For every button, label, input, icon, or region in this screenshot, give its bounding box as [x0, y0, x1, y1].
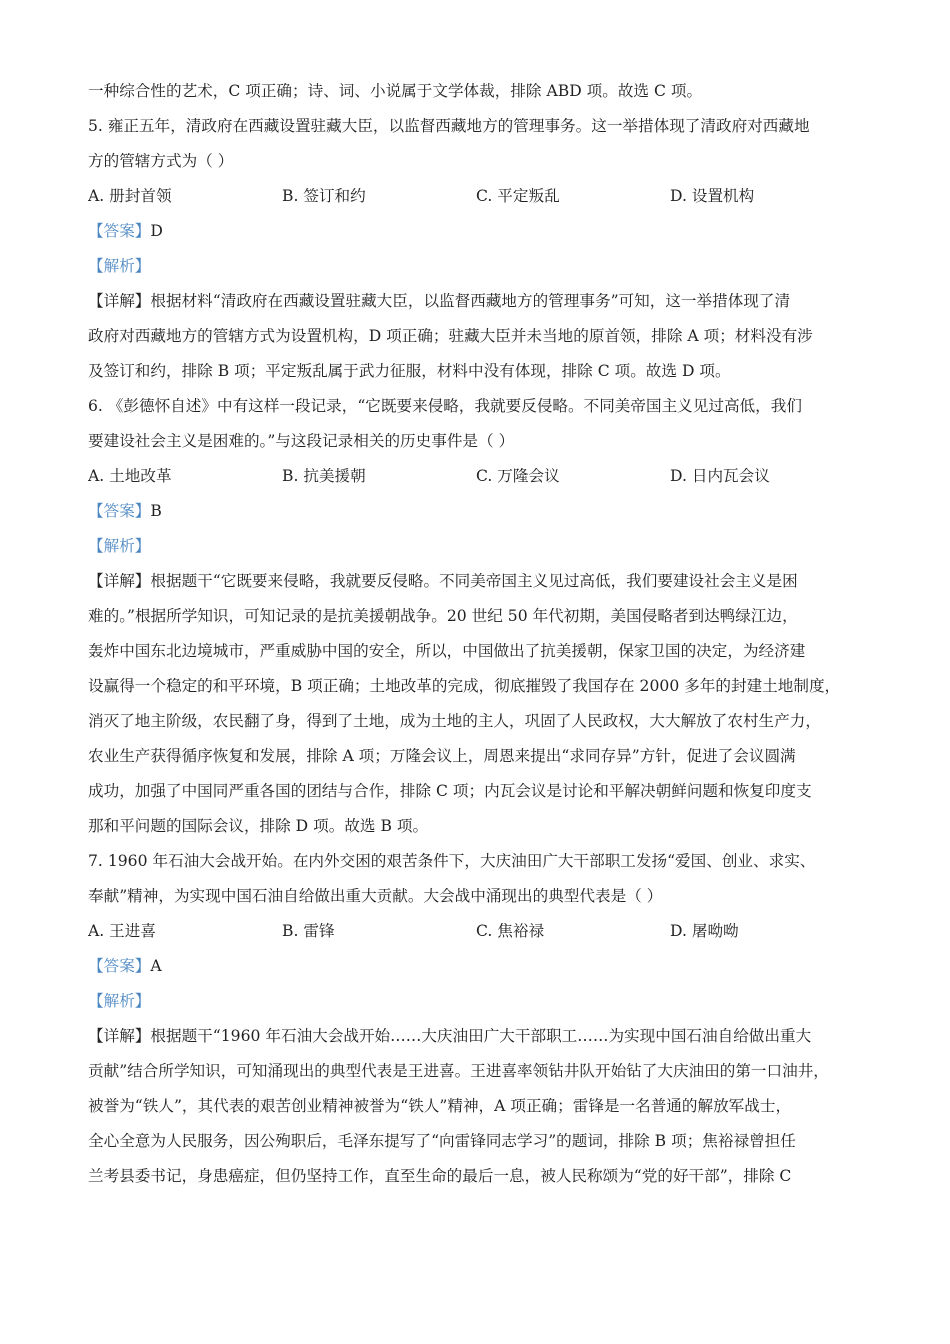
q7-analysis	[88, 984, 872, 1019]
q7-detail-line-2: 贡献”结合所学知识，可知涌现出的典型代表是王进喜。王进喜率领钻井队开始钻了大庆油田的第一口油井，	[88, 1062, 829, 1080]
q5-option-c: C. 平定叛乱	[476, 187, 560, 205]
analysis-tag: 【解析】	[88, 257, 151, 275]
q5-answer	[88, 214, 872, 249]
q7-detail-line-3: 被誉为“铁人”，其代表的艰苦创业精神被誉为“铁人”精神，A 项正确；雷锋是一名普通的解放军战士，	[88, 1097, 792, 1115]
q7-stem-line-1: 7. 1960 年石油大会战开始。在内外交困的艰苦条件下，大庆油田广大干部职工发扬“爱国、创业、求实、	[88, 852, 816, 870]
question-6	[88, 389, 872, 844]
q6-stem-line-2: 要建设社会主义是困难的。”与这段记录相关的历史事件是（ ）	[88, 432, 515, 450]
answer-tag: 【答案】	[88, 222, 151, 240]
detail-tag: 【详解】	[88, 572, 151, 590]
q5-options	[88, 179, 872, 214]
q7-options	[88, 914, 872, 949]
intro-line: 一种综合性的艺术，C 项正确；诗、词、小说属于文学体裁，排除 ABD 项。故选 C 项。	[88, 82, 703, 100]
q5-option-b: B. 签订和约	[282, 187, 366, 205]
q6-answer-value: B	[150, 502, 162, 520]
q5-option-a: A. 册封首领	[88, 187, 172, 205]
q6-options	[88, 459, 872, 494]
q7-answer	[88, 949, 872, 984]
q6-detail-line-4: 设赢得一个稳定的和平环境，B 项正确；土地改革的完成，彻底摧毁了我国存在 2000 多年的封建土地制度，	[88, 677, 841, 695]
q7-option-a: A. 王进喜	[88, 922, 156, 940]
q7-detail-line-4: 全心全意为人民服务，因公殉职后，毛泽东提写了“向雷锋同志学习”的题词，排除 B 项；焦裕禄曾担任	[88, 1132, 796, 1150]
q6-detail-line-1: 【详解】根据题干“它既要来侵略，我就要反侵略。不同美帝国主义见过高低，我们要建设社会主义是困	[88, 572, 798, 590]
answer-tag: 【答案】	[88, 502, 151, 520]
q7-stem-line-2: 奉献”精神，为实现中国石油自给做出重大贡献。大会战中涌现出的典型代表是（ ）	[88, 887, 663, 905]
q6-detail-line-8: 那和平问题的国际会议，排除 D 项。故选 B 项。	[88, 817, 429, 835]
detail-tag: 【详解】	[88, 292, 151, 310]
q7-answer-value: A	[150, 957, 162, 975]
q6-stem-line-1: 6. 《彭德怀自述》中有这样一段记录，“它既要来侵略，我就要反侵略。不同美帝国主义见过高低，我们	[88, 397, 802, 415]
analysis-tag: 【解析】	[88, 537, 151, 555]
q5-detail-line-2: 政府对西藏地方的管辖方式为设置机构，D 项正确；驻藏大臣并未当地的原首领，排除 A 项；材料没有涉	[88, 327, 813, 345]
question-5	[88, 109, 872, 389]
q7-detail-line-1: 【详解】根据题干“1960 年石油大会战开始……大庆油田广大干部职工……为实现中国石油自给做出重大	[88, 1027, 812, 1045]
q6-detail-line-5: 消灭了地主阶级，农民翻了身，得到了土地，成为土地的主人，巩固了人民政权，大大解放了农村生产力，	[88, 712, 821, 730]
q7-option-c: C. 焦裕禄	[476, 922, 545, 940]
q6-option-b: B. 抗美援朝	[282, 467, 366, 485]
q5-option-d: D. 设置机构	[670, 187, 755, 205]
question-7	[88, 844, 872, 1194]
q7-option-b: B. 雷锋	[282, 922, 335, 940]
q6-option-a: A. 土地改革	[88, 467, 172, 485]
q6-option-d: D. 日内瓦会议	[670, 467, 770, 485]
q6-detail-line-7: 成功，加强了中国同严重各国的团结与合作，排除 C 项；内瓦会议是讨论和平解决朝鲜问题和恢复印度支	[88, 782, 812, 800]
answer-tag: 【答案】	[88, 957, 151, 975]
q6-analysis	[88, 529, 872, 564]
q5-detail-line-1: 【详解】根据材料“清政府在西藏设置驻藏大臣，以监督西藏地方的管理事务”可知，这一举措体现了清	[88, 292, 791, 310]
q6-detail-line-3: 轰炸中国东北边境城市，严重威胁中国的安全，所以，中国做出了抗美援朝，保家卫国的决定，为经济建	[88, 642, 806, 660]
q6-detail-line-2: 难的。”根据所学知识，可知记录的是抗美援朝战争。20 世纪 50 年代初期，美国侵略者到达鸭绿江边，	[88, 607, 798, 625]
q5-analysis	[88, 249, 872, 284]
q5-stem-line-1: 5. 雍正五年，清政府在西藏设置驻藏大臣，以监督西藏地方的管理事务。这一举措体现了清政府对西藏地	[88, 117, 810, 135]
q6-answer	[88, 494, 872, 529]
analysis-tag: 【解析】	[88, 992, 151, 1010]
q6-option-c: C. 万隆会议	[476, 467, 560, 485]
q5-answer-value: D	[150, 222, 163, 240]
q7-detail-line-5: 兰考县委书记，身患癌症，但仍坚持工作，直至生命的最后一息，被人民称颂为“党的好干部”，排除 C	[88, 1167, 792, 1185]
q5-stem-line-2: 方的管辖方式为（ ）	[88, 152, 234, 170]
detail-tag: 【详解】	[88, 1027, 151, 1045]
q5-detail-line-3: 及签订和约，排除 B 项；平定叛乱属于武力征服，材料中没有体现，排除 C 项。故选 D 项。	[88, 362, 731, 380]
q7-option-d: D. 屠呦呦	[670, 922, 739, 940]
q6-detail-line-6: 农业生产获得循序恢复和发展，排除 A 项；万隆会议上，周恩来提出“求同存异”方针，促进了会议圆满	[88, 747, 796, 765]
